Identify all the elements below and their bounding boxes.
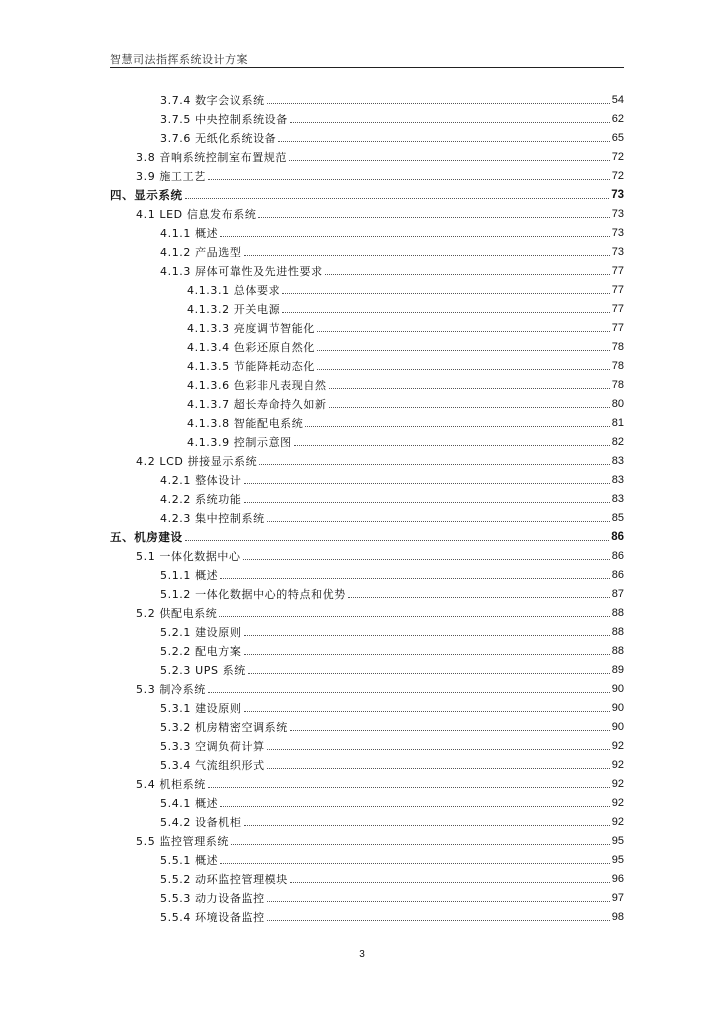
toc-entry[interactable] xyxy=(187,335,624,354)
toc-entry-page: 88 xyxy=(611,645,624,657)
toc-dot-leader xyxy=(317,369,610,370)
toc-entry[interactable] xyxy=(136,829,624,848)
toc-dot-leader xyxy=(244,711,610,712)
toc-entry-page: 92 xyxy=(611,778,624,790)
toc-entry-page: 72 xyxy=(611,151,624,163)
toc-entry[interactable] xyxy=(187,411,624,430)
toc-entry[interactable] xyxy=(110,525,624,544)
toc-entry-page: 73 xyxy=(611,246,624,258)
toc-entry[interactable] xyxy=(160,107,624,126)
toc-entry[interactable] xyxy=(136,677,624,696)
toc-dot-leader xyxy=(267,920,610,921)
toc-dot-leader xyxy=(220,236,609,237)
toc-entry[interactable] xyxy=(160,905,624,924)
toc-entry-title: 5.2 供配电系统 xyxy=(136,607,218,620)
toc-entry-page: 62 xyxy=(611,113,624,125)
toc-dot-leader xyxy=(305,426,609,427)
toc-entry-page: 65 xyxy=(611,132,624,144)
toc-entry-title: 5.2.1 建设原则 xyxy=(160,626,242,639)
toc-entry-title: 5.3.3 空调负荷计算 xyxy=(160,740,265,753)
toc-entry-title: 5.4 机柜系统 xyxy=(136,778,206,791)
toc-entry[interactable] xyxy=(110,183,624,202)
toc-entry[interactable] xyxy=(160,259,624,278)
toc-entry[interactable] xyxy=(136,449,624,468)
toc-dot-leader xyxy=(248,673,610,674)
toc-entry[interactable] xyxy=(160,753,624,772)
toc-entry-title: 5.3 制冷系统 xyxy=(136,683,206,696)
toc-dot-leader xyxy=(231,844,610,845)
toc-entry-title: 5.5.2 动环监控管理模块 xyxy=(160,873,288,886)
toc-dot-leader xyxy=(220,863,609,864)
toc-entry[interactable] xyxy=(136,145,624,164)
toc-entry-page: 83 xyxy=(611,455,624,467)
toc-dot-leader xyxy=(267,901,610,902)
toc-dot-leader xyxy=(267,103,610,104)
toc-entry-page: 72 xyxy=(611,170,624,182)
toc-dot-leader xyxy=(317,350,610,351)
toc-dot-leader xyxy=(278,141,609,142)
toc-entry-page: 90 xyxy=(611,721,624,733)
toc-entry[interactable] xyxy=(187,278,624,297)
toc-dot-leader xyxy=(185,540,610,541)
toc-entry[interactable] xyxy=(160,487,624,506)
toc-entry[interactable] xyxy=(160,506,624,525)
toc-entry[interactable] xyxy=(160,582,624,601)
toc-entry[interactable] xyxy=(187,316,624,335)
toc-entry-page: 88 xyxy=(611,607,624,619)
toc-entry-page: 92 xyxy=(611,816,624,828)
toc-dot-leader xyxy=(289,160,610,161)
toc-entry-page: 83 xyxy=(611,474,624,486)
toc-entry-title: 4.2.3 集中控制系统 xyxy=(160,512,265,525)
toc-entry-title: 4.1.3.5 节能降耗动态化 xyxy=(187,360,315,373)
toc-entry-page: 95 xyxy=(611,854,624,866)
toc-dot-leader xyxy=(282,293,610,294)
toc-dot-leader xyxy=(267,749,610,750)
toc-entry-page: 78 xyxy=(611,341,624,353)
toc-entry-title: 4.1.3.6 色彩非凡表现自然 xyxy=(187,379,327,392)
toc-entry-page: 95 xyxy=(611,835,624,847)
toc-entry[interactable] xyxy=(136,164,624,183)
toc-entry-page: 77 xyxy=(611,322,624,334)
toc-dot-leader xyxy=(348,597,610,598)
toc-entry-title: 5.5 监控管理系统 xyxy=(136,835,229,848)
toc-entry[interactable] xyxy=(160,810,624,829)
toc-entry[interactable] xyxy=(160,658,624,677)
toc-entry-page: 89 xyxy=(611,664,624,676)
toc-dot-leader xyxy=(244,825,610,826)
toc-entry-title: 3.7.5 中央控制系统设备 xyxy=(160,113,288,126)
toc-entry-title: 5.3.1 建设原则 xyxy=(160,702,242,715)
toc-dot-leader xyxy=(282,312,610,313)
toc-dot-leader xyxy=(219,616,609,617)
toc-dot-leader xyxy=(244,483,610,484)
toc-entry-title: 4.1.2 产品选型 xyxy=(160,246,242,259)
toc-entry-title: 4.1.3.4 色彩还原自然化 xyxy=(187,341,315,354)
toc-entry-page: 78 xyxy=(611,360,624,372)
header-divider xyxy=(110,67,624,68)
toc-entry[interactable] xyxy=(187,392,624,411)
toc-dot-leader xyxy=(290,882,610,883)
toc-entry[interactable] xyxy=(136,772,624,791)
toc-entry-title: 5.5.4 环境设备监控 xyxy=(160,911,265,924)
toc-entry-page: 80 xyxy=(611,398,624,410)
toc-entry-page: 88 xyxy=(611,626,624,638)
toc-entry[interactable] xyxy=(160,696,624,715)
toc-entry-title: 4.2.2 系统功能 xyxy=(160,493,242,506)
toc-entry-title: 4.1.3.1 总体要求 xyxy=(187,284,281,297)
toc-entry-title: 5.2.2 配电方案 xyxy=(160,645,242,658)
toc-dot-leader xyxy=(317,331,610,332)
toc-entry-title: 4.1.1 概述 xyxy=(160,227,219,240)
toc-entry[interactable] xyxy=(160,468,624,487)
toc-entry-page: 92 xyxy=(611,759,624,771)
toc-dot-leader xyxy=(294,445,610,446)
toc-entry[interactable] xyxy=(187,430,624,449)
toc-entry-page: 85 xyxy=(611,512,624,524)
toc-entry-title: 5.3.4 气流组织形式 xyxy=(160,759,265,772)
toc-entry-title: 4.2 LCD 拼接显示系统 xyxy=(136,455,258,468)
toc-entry-page: 77 xyxy=(611,265,624,277)
toc-entry[interactable] xyxy=(160,221,624,240)
toc-dot-leader xyxy=(329,388,610,389)
toc-dot-leader xyxy=(267,521,610,522)
toc-entry[interactable] xyxy=(160,563,624,582)
toc-entry-page: 98 xyxy=(611,911,624,923)
toc-entry-title: 4.1.3 屏体可靠性及先进性要求 xyxy=(160,265,323,278)
toc-entry[interactable] xyxy=(187,373,624,392)
toc-dot-leader xyxy=(220,806,609,807)
toc-entry-title: 4.1.3.8 智能配电系统 xyxy=(187,417,304,430)
toc-entry[interactable] xyxy=(160,867,624,886)
toc-entry-title: 5.1.2 一体化数据中心的特点和优势 xyxy=(160,588,346,601)
toc-entry-page: 90 xyxy=(611,702,624,714)
toc-entry-title: 四、显示系统 xyxy=(110,188,183,202)
toc-entry-title: 5.4.2 设备机柜 xyxy=(160,816,242,829)
toc-entry-title: 5.5.3 动力设备监控 xyxy=(160,892,265,905)
page-number: 3 xyxy=(359,949,365,960)
toc-entry-title: 3.9 施工工艺 xyxy=(136,170,206,183)
toc-entry-page: 78 xyxy=(611,379,624,391)
toc-dot-leader xyxy=(208,787,610,788)
toc-entry[interactable] xyxy=(136,544,624,563)
toc-entry-page: 92 xyxy=(611,740,624,752)
toc-entry-page: 77 xyxy=(611,303,624,315)
toc-entry[interactable] xyxy=(187,297,624,316)
toc-entry[interactable] xyxy=(160,848,624,867)
toc-entry-title: 3.8 音响系统控制室布置规范 xyxy=(136,151,287,164)
toc-dot-leader xyxy=(243,559,610,560)
toc-dot-leader xyxy=(244,654,610,655)
running-header: 智慧司法指挥系统设计方案 xyxy=(110,53,248,66)
toc-dot-leader xyxy=(208,692,610,693)
toc-entry[interactable] xyxy=(187,354,624,373)
toc-entry-title: 4.1.3.2 开关电源 xyxy=(187,303,281,316)
toc-entry[interactable] xyxy=(160,715,624,734)
toc-entry-page: 77 xyxy=(611,284,624,296)
toc-entry[interactable] xyxy=(160,886,624,905)
toc-entry-page: 86 xyxy=(611,531,624,543)
toc-dot-leader xyxy=(220,578,609,579)
toc-entry[interactable] xyxy=(160,791,624,810)
toc-entry[interactable] xyxy=(160,240,624,259)
toc-entry[interactable] xyxy=(136,601,624,620)
toc-entry[interactable] xyxy=(136,202,624,221)
toc-entry-page: 86 xyxy=(611,550,624,562)
toc-entry-title: 5.4.1 概述 xyxy=(160,797,219,810)
toc-entry-title: 4.2.1 整体设计 xyxy=(160,474,242,487)
toc-dot-leader xyxy=(325,274,610,275)
toc-dot-leader xyxy=(259,464,610,465)
toc-entry[interactable] xyxy=(160,639,624,658)
toc-entry-title: 4.1.3.3 亮度调节智能化 xyxy=(187,322,315,335)
toc-entry-page: 96 xyxy=(611,873,624,885)
toc-entry-title: 3.7.6 无纸化系统设备 xyxy=(160,132,277,145)
toc-dot-leader xyxy=(290,730,610,731)
toc-dot-leader xyxy=(244,502,610,503)
toc-entry-page: 54 xyxy=(611,94,624,106)
toc-dot-leader xyxy=(208,179,610,180)
toc-dot-leader xyxy=(258,217,609,218)
toc-entry[interactable] xyxy=(160,734,624,753)
toc-entry-title: 4.1.3.7 超长寿命持久如新 xyxy=(187,398,327,411)
toc-entry-page: 73 xyxy=(611,189,624,201)
toc-entry-title: 5.1.1 概述 xyxy=(160,569,219,582)
toc-dot-leader xyxy=(267,768,610,769)
toc-entry-page: 90 xyxy=(611,683,624,695)
toc-dot-leader xyxy=(244,255,610,256)
toc-entry-title: 4.1 LED 信息发布系统 xyxy=(136,208,257,221)
toc-entry-title: 5.3.2 机房精密空调系统 xyxy=(160,721,288,734)
toc-entry-page: 97 xyxy=(611,892,624,904)
toc-entry-title: 5.2.3 UPS 系统 xyxy=(160,664,246,677)
toc-entry-page: 73 xyxy=(611,208,624,220)
toc-entry-title: 5.1 一体化数据中心 xyxy=(136,550,241,563)
toc-entry-page: 73 xyxy=(611,227,624,239)
toc-entry-page: 92 xyxy=(611,797,624,809)
toc-entry[interactable] xyxy=(160,88,624,107)
toc-entry[interactable] xyxy=(160,126,624,145)
toc-entry-title: 五、机房建设 xyxy=(110,530,183,544)
toc-entry-page: 87 xyxy=(611,588,624,600)
toc-entry-page: 86 xyxy=(611,569,624,581)
toc-dot-leader xyxy=(244,635,610,636)
toc-entry-page: 83 xyxy=(611,493,624,505)
toc-dot-leader xyxy=(185,198,610,199)
toc-entry-page: 81 xyxy=(611,417,624,429)
toc-entry-title: 3.7.4 数字会议系统 xyxy=(160,94,265,107)
toc-entry-page: 82 xyxy=(611,436,624,448)
toc-dot-leader xyxy=(329,407,610,408)
toc-entry-title: 4.1.3.9 控制示意图 xyxy=(187,436,292,449)
toc-entry-title: 5.5.1 概述 xyxy=(160,854,219,867)
toc-dot-leader xyxy=(290,122,610,123)
toc-entry[interactable] xyxy=(160,620,624,639)
